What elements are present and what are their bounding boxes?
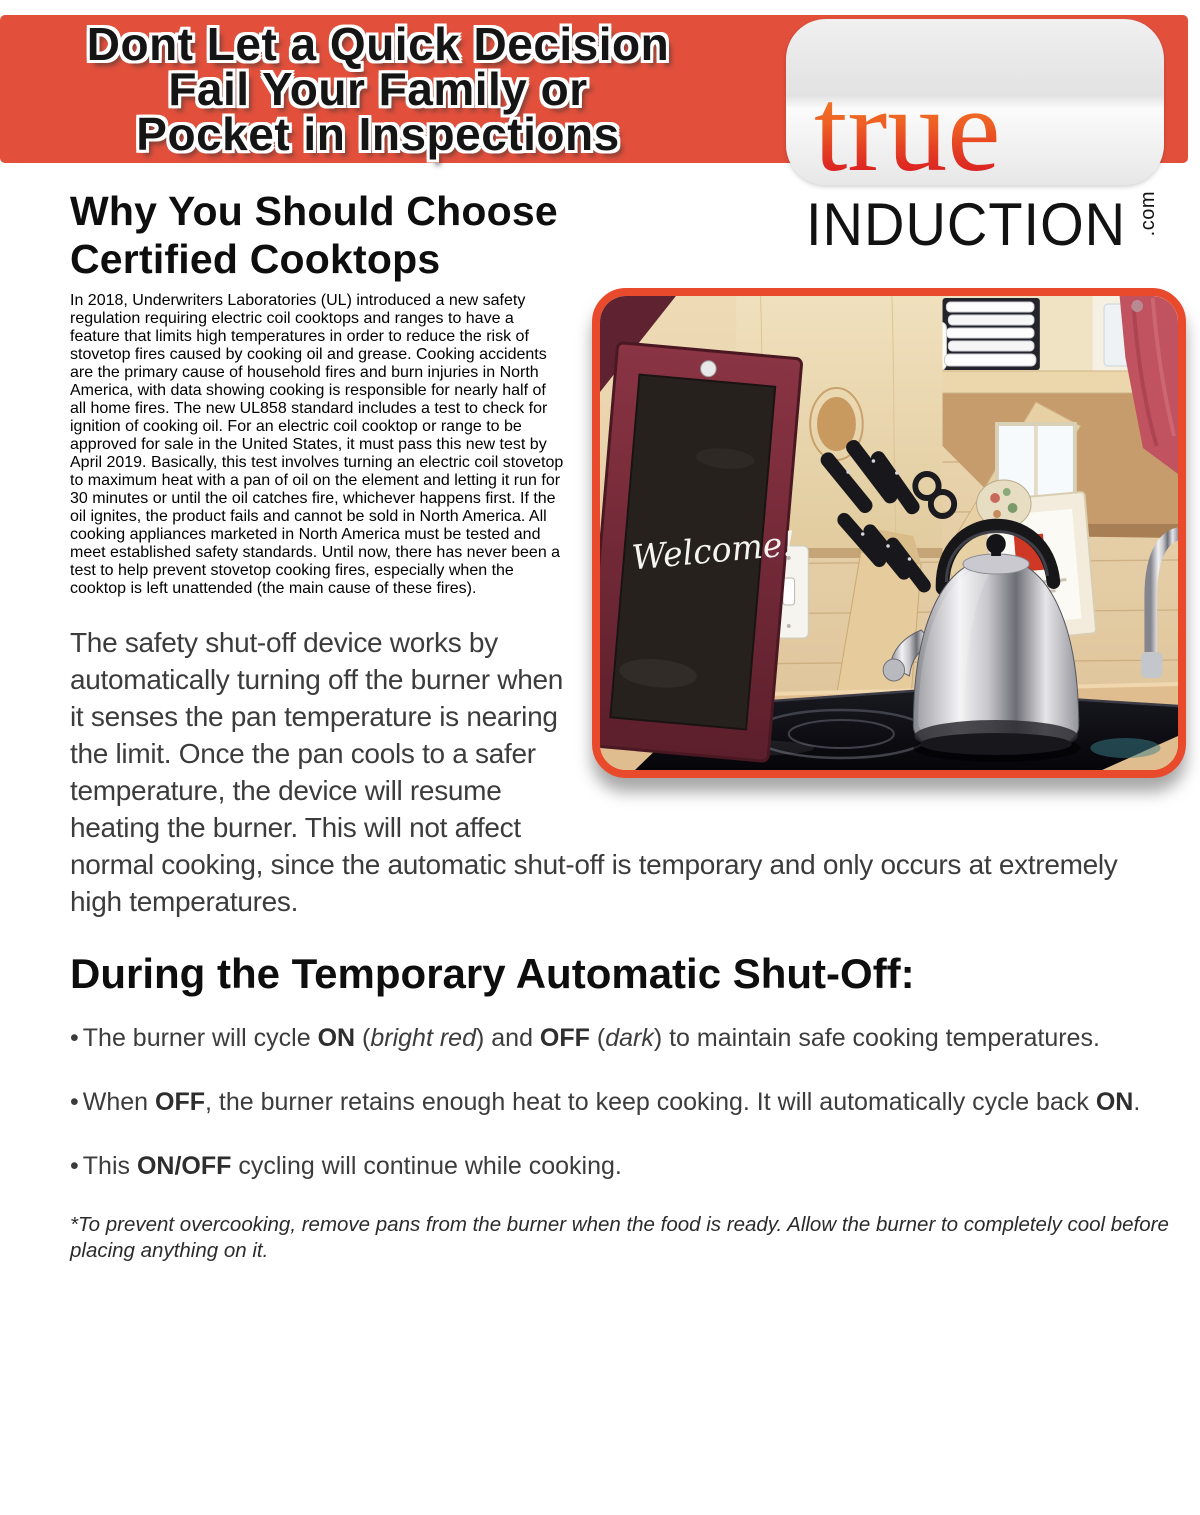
logo-badge: [786, 19, 1164, 196]
bullet-item: • This ON/OFF cycling will continue while cooking.: [70, 1152, 622, 1180]
banner-line-1: Dont Let a Quick Decision: [86, 17, 670, 70]
kitchen-photo-illustration: [600, 296, 1178, 770]
bullet-marker: •: [70, 1088, 79, 1116]
banner-line-3: Pocket in Inspections: [136, 107, 620, 160]
brand-logo: [786, 19, 1164, 259]
logo-induction-wordmark: INDUCTION: [806, 190, 1127, 259]
logo-com-suffix: .com: [1137, 191, 1159, 237]
bullet-item: • When OFF, the burner retains enough heat to keep cooking. It will automatically cycle back ON.: [70, 1088, 1141, 1116]
shutoff-bullet-list: [70, 1020, 1180, 1185]
paragraph-ul-regulation-text: In 2018, Underwriters Laboratories (UL) introduced a new safety regulation requiring electric coil cooktops and ranges to have a feature that limits high temperatures in order to reduce the risk of stovetop fires caused by cooking oil and grease. Cooking accidents are the primary cause of household fires and burn injuries in North America, with data showing cooking is responsible for nearly half of all home fires. The new UL858 standard includes a test to check for ignition of cooking oil. For an electric coil cooktop or range to be approved for sale in the United States, it must pass this new test by April 2019. Basically, this test involves turning an electric coil stovetop to maximum heat with a pan of oil on the element and letting it run for 30 minutes or until the oil catches fire, whichever happens first. If the oil ignites, the product fails and cannot be sold in North America. All cooking appliances marketed in North America must be tested and meet established safety standards. Until now, there has never been a test to help prevent stovetop cooking fires, especially when the cooktop is left unattended (the main cause of these fires).: [70, 292, 564, 597]
page-title-line-2: Certified Cooktops: [70, 236, 441, 282]
banner-line-2: Fail Your Family or: [168, 62, 588, 115]
subheading-shutoff: During the Temporary Automatic Shut-Off:: [70, 950, 915, 997]
paragraph-shutoff-device: The safety shut-off device works by automatically turning off the burner when it senses the pan temperature is nearing the limit. Once the pan cools to a safer temperature, the device will resume heating the burner. This will not affect normal cooking, since the automatic shut-off is temporary and only occurs at extremely high temperatures.: [70, 627, 1118, 917]
banner-headline: [0, 17, 756, 160]
article: [0, 187, 1200, 1264]
kitchen-photo: [592, 288, 1186, 778]
logo-true-wordmark: true: [814, 62, 1001, 196]
footnote: *To prevent overcooking, remove pans from the burner when the food is ready. Allow the burner to completely cool before placing anything on it.: [70, 1213, 1169, 1262]
bullet-item: • The burner will cycle ON (bright red) and OFF (dark) to maintain safe cooking temperatures.: [70, 1024, 1100, 1052]
bullet-marker: •: [70, 1024, 79, 1052]
chalkboard-text: Welcome!: [630, 523, 798, 578]
bullet-marker: •: [70, 1152, 79, 1180]
page-title-line-1: Why You Should Choose: [70, 188, 558, 234]
logo-induction-row: [786, 189, 1164, 259]
